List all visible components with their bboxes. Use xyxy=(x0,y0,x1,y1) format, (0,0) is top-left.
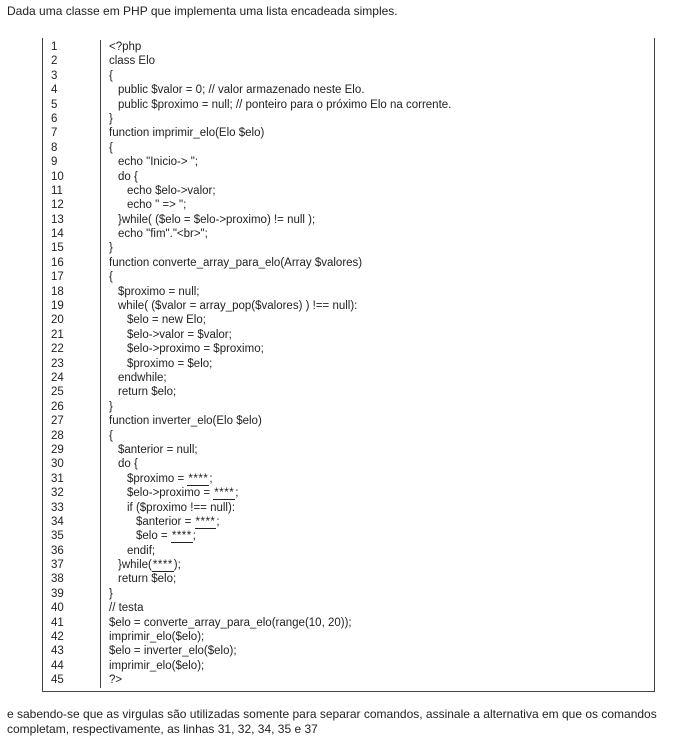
code-line xyxy=(43,587,654,601)
line-number: 1 xyxy=(43,40,101,54)
code-line xyxy=(43,141,654,155)
code-line xyxy=(43,198,654,212)
line-number: 5 xyxy=(43,98,101,112)
line-number: 16 xyxy=(43,256,101,270)
code-line xyxy=(43,241,654,255)
code-text: } xyxy=(109,112,113,125)
line-number: 31 xyxy=(43,472,101,486)
line-number: 18 xyxy=(43,285,101,299)
code-line xyxy=(43,385,654,399)
code-line xyxy=(43,529,654,543)
code-line xyxy=(43,270,654,284)
line-number: 10 xyxy=(43,170,101,184)
line-number: 37 xyxy=(43,558,101,572)
code-line xyxy=(43,659,654,673)
line-number: 35 xyxy=(43,529,101,543)
code-line xyxy=(43,616,654,630)
intro-text: Dada uma classe em PHP que implementa uma lista encadeada simples. xyxy=(7,4,398,18)
code-text: }while( ($elo = $elo->proximo) != null ); xyxy=(118,213,316,226)
code-text: return $elo; xyxy=(118,386,177,399)
line-number: 4 xyxy=(43,83,101,97)
line-number: 41 xyxy=(43,616,101,630)
line-number: 45 xyxy=(43,673,101,687)
code-line xyxy=(43,630,654,644)
code-line xyxy=(43,457,654,471)
blank-placeholder: **** xyxy=(188,472,209,485)
code-text: $elo->valor = $valor; xyxy=(127,328,232,341)
line-number: 28 xyxy=(43,429,101,443)
footer-line-2: completam, respectivamente, as linhas 31, 32, 34, 35 e 37 xyxy=(7,722,318,737)
line-number: 19 xyxy=(43,299,101,313)
code-line xyxy=(43,572,654,586)
line-number: 12 xyxy=(43,198,101,212)
code-text: { xyxy=(109,271,113,284)
code-text: $proximo = ****; xyxy=(127,472,213,485)
code-line xyxy=(43,299,654,313)
code-line xyxy=(43,83,654,97)
code-text: class Elo xyxy=(109,55,156,68)
blank-placeholder: **** xyxy=(152,559,173,572)
line-number: 14 xyxy=(43,227,101,241)
blank-placeholder: **** xyxy=(214,487,235,500)
code-text: ?> xyxy=(109,674,123,687)
code-text: echo $elo->valor; xyxy=(127,184,216,197)
line-number: 6 xyxy=(43,112,101,126)
code-text: $elo->proximo = $proximo; xyxy=(127,343,264,356)
line-number: 39 xyxy=(43,587,101,601)
code-line xyxy=(43,126,654,140)
code-line xyxy=(43,155,654,169)
blank-placeholder: **** xyxy=(195,515,216,528)
code-text: $anterior = null; xyxy=(118,443,198,456)
code-line xyxy=(43,429,654,443)
line-number: 20 xyxy=(43,313,101,327)
line-number: 13 xyxy=(43,213,101,227)
code-line xyxy=(43,40,654,54)
line-number: 34 xyxy=(43,515,101,529)
code-text: function imprimir_elo(Elo $elo) xyxy=(109,127,265,140)
code-line xyxy=(43,54,654,68)
code-text: public $valor = 0; // valor armazenado neste Elo. xyxy=(118,84,365,97)
code-text: while( ($valor = array_pop($valores) ) !== null): xyxy=(118,300,358,313)
code-text: if ($proximo !== null): xyxy=(127,501,236,514)
code-line xyxy=(43,184,654,198)
code-text: } xyxy=(109,242,113,255)
code-line xyxy=(43,601,654,615)
code-line xyxy=(43,328,654,342)
code-text: return $elo; xyxy=(118,573,177,586)
code-text: $elo = ****; xyxy=(136,530,196,543)
code-text: do { xyxy=(118,170,138,183)
line-number: 36 xyxy=(43,544,101,558)
code-text: imprimir_elo($elo); xyxy=(109,659,205,672)
code-line xyxy=(43,112,654,126)
code-text: { xyxy=(109,69,113,82)
line-number: 26 xyxy=(43,400,101,414)
code-line xyxy=(43,213,654,227)
code-text: $elo = new Elo; xyxy=(127,314,206,327)
code-text: function converte_array_para_elo(Array $valores) xyxy=(109,256,363,269)
code-text: $proximo = $elo; xyxy=(127,357,213,370)
code-line xyxy=(43,285,654,299)
line-number: 27 xyxy=(43,414,101,428)
line-number: 22 xyxy=(43,342,101,356)
code-line xyxy=(43,644,654,658)
code-text: do { xyxy=(118,458,138,471)
line-number: 38 xyxy=(43,572,101,586)
line-number: 15 xyxy=(43,241,101,255)
line-number: 23 xyxy=(43,357,101,371)
code-line xyxy=(43,414,654,428)
code-line xyxy=(43,313,654,327)
code-line xyxy=(43,515,654,529)
code-line xyxy=(43,472,654,486)
line-number: 11 xyxy=(43,184,101,198)
code-text: imprimir_elo($elo); xyxy=(109,631,205,644)
code-text: // testa xyxy=(109,602,144,615)
code-text: echo "Inicio-> "; xyxy=(118,156,199,169)
line-number: 24 xyxy=(43,371,101,385)
code-line xyxy=(43,69,654,83)
code-line xyxy=(43,400,654,414)
code-table xyxy=(42,38,655,692)
code-text: $elo = converte_array_para_elo(range(10, 20)); xyxy=(109,616,352,629)
line-number: 44 xyxy=(43,659,101,673)
code-text: } xyxy=(109,400,113,413)
code-text: { xyxy=(109,429,113,442)
line-number: 40 xyxy=(43,601,101,615)
code-line xyxy=(43,371,654,385)
line-number: 30 xyxy=(43,457,101,471)
code-text: echo "fim"."<br>"; xyxy=(118,228,208,241)
line-number: 3 xyxy=(43,69,101,83)
code-line xyxy=(43,342,654,356)
footer-line-1: e sabendo-se que as virgulas são utilizadas somente para separar comandos, assinale a alternativa em que os comandos xyxy=(7,706,657,721)
code-line xyxy=(43,673,654,687)
line-number: 21 xyxy=(43,328,101,342)
footer-text xyxy=(7,707,692,738)
code-text: $elo = inverter_elo($elo); xyxy=(109,645,237,658)
code-text: public $proximo = null; // ponteiro para o próximo Elo na corrente. xyxy=(118,98,452,111)
code-line xyxy=(43,98,654,112)
line-number: 8 xyxy=(43,141,101,155)
line-number: 17 xyxy=(43,270,101,284)
code-line xyxy=(43,558,654,572)
code-line xyxy=(43,544,654,558)
code-text: function inverter_elo(Elo $elo) xyxy=(109,415,262,428)
blank-placeholder: **** xyxy=(171,530,192,543)
code-line xyxy=(43,170,654,184)
code-text: $anterior = ****; xyxy=(136,515,220,528)
line-number: 33 xyxy=(43,501,101,515)
code-text: $elo->proximo = ****; xyxy=(127,487,239,500)
line-number: 43 xyxy=(43,644,101,658)
code-text: endwhile; xyxy=(118,371,167,384)
code-text: <?php xyxy=(109,41,142,53)
code-text: } xyxy=(109,587,113,600)
code-line xyxy=(43,486,654,500)
code-line xyxy=(43,443,654,457)
line-number: 42 xyxy=(43,630,101,644)
code-text: echo " => "; xyxy=(127,199,187,212)
line-number: 7 xyxy=(43,126,101,140)
line-number: 25 xyxy=(43,385,101,399)
code-line xyxy=(43,501,654,515)
line-number: 29 xyxy=(43,443,101,457)
line-number: 9 xyxy=(43,155,101,169)
code-text: { xyxy=(109,141,113,154)
question-page xyxy=(0,4,699,738)
line-number: 32 xyxy=(43,486,101,500)
code-line xyxy=(43,227,654,241)
line-number: 2 xyxy=(43,54,101,68)
code-text: endif; xyxy=(127,544,156,557)
code-text: }while(****); xyxy=(118,559,181,572)
code-line xyxy=(43,357,654,371)
code-line xyxy=(43,256,654,270)
code-text: $proximo = null; xyxy=(118,285,200,298)
